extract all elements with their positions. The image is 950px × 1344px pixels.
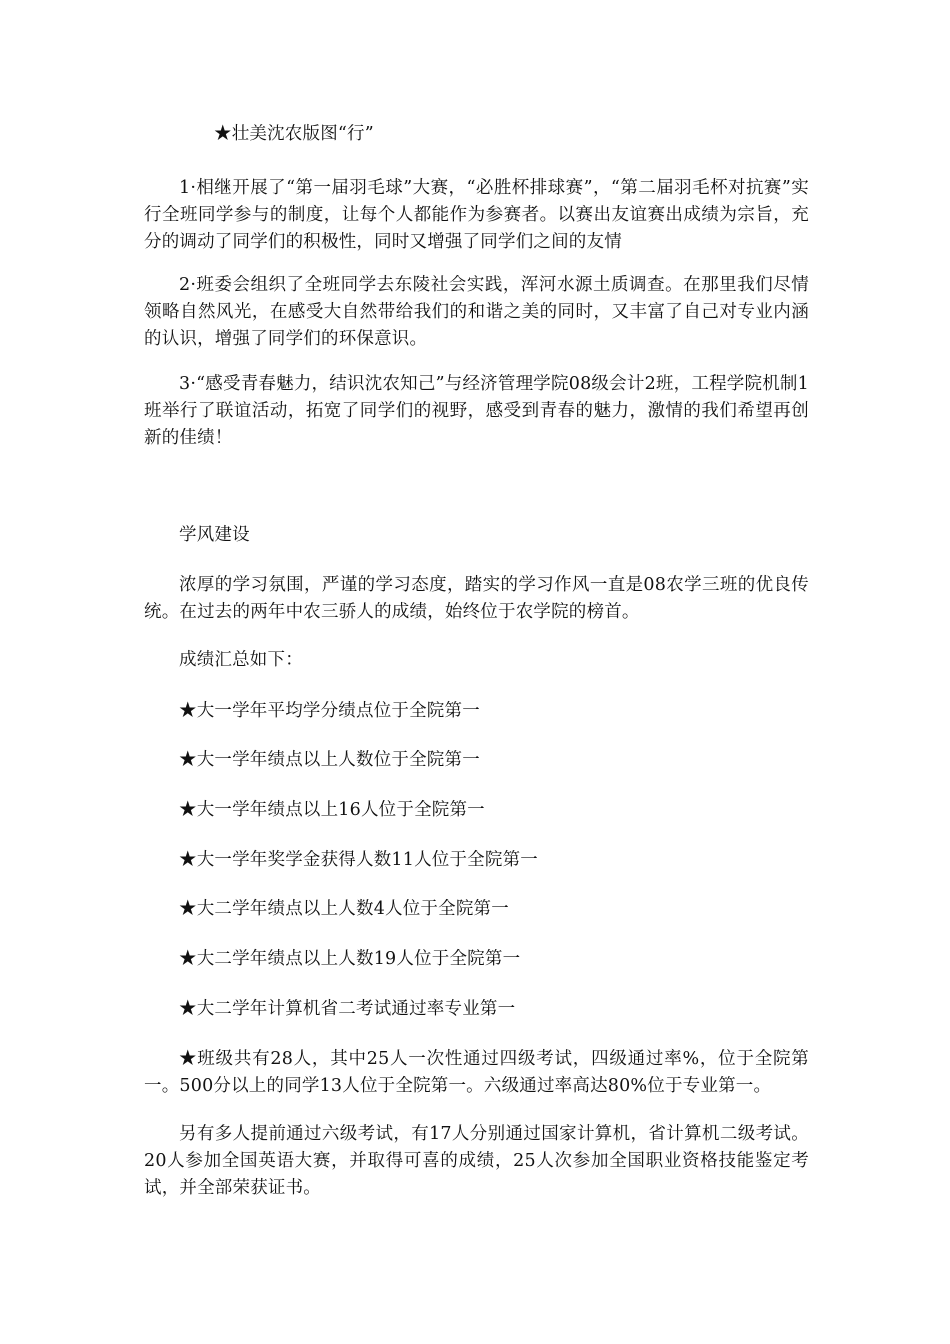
achievement-item: ★大一学年绩点以上16人位于全院第一 [179,800,485,820]
achievement-item: ★大二学年绩点以上人数4人位于全院第一 [179,899,509,919]
achievement-item: ★大一学年平均学分绩点位于全院第一 [179,701,480,721]
study-intro-paragraph: 浓厚的学习氛围，严谨的学习态度，踏实的学习作风一直是08农学三班的优良传统。在过去的两年中农三骄人的成绩，始终位于农学院的榜首。 [144,575,809,622]
achievement-item: ★大二学年绩点以上人数19人位于全院第一 [179,949,521,969]
english-results-paragraph: ★班级共有28人，其中25人一次性通过四级考试，四级通过率%，位于全院第一。500分以上的同学13人位于全院第一。六级通过率高达80%位于专业第一。 [144,1049,809,1096]
achievement-item: ★大一学年绩点以上人数位于全院第一 [179,750,480,770]
summary-label: 成绩汇总如下： [179,650,303,670]
section-heading-layout: ★壮美沈农版图“行” [214,124,374,144]
achievement-item: ★大一学年奖学金获得人数11人位于全院第一 [179,850,538,870]
activity-item-1: 1·相继开展了“第一届羽毛球”大赛，“必胜杯排球赛”，“第二届羽毛杯对抗赛”实行全班同学参与的制度，让每个人都能作为参赛者。以赛出友谊赛出成绩为宗旨，充分的调动了同学们的积极性，同时又增强了同学们之间的友情 [144,178,809,252]
activity-item-2: 2·班委会组织了全班同学去东陵社会实践，浑河水源土质调查。在那里我们尽情领略自然风光，在感受大自然带给我们的和谐之美的同时，又丰富了自己对专业内涵的认识，增强了同学们的环保意识。 [144,275,809,349]
section-heading-study: 学风建设 [179,525,250,545]
other-results-paragraph: 另有多人提前通过六级考试，有17人分别通过国家计算机，省计算机二级考试。20人参加全国英语大赛，并取得可喜的成绩，25人次参加全国职业资格技能鉴定考试，并全部荣获证书。 [144,1124,809,1198]
activity-item-3: 3·“感受青春魅力，结识沈农知己”与经济管理学院08级会计2班，工程学院机制1班举行了联谊活动，拓宽了同学们的视野，感受到青春的魅力，激情的我们希望再创新的佳绩！ [144,374,809,448]
achievement-item: ★大二学年计算机省二考试通过率专业第一 [179,999,516,1019]
